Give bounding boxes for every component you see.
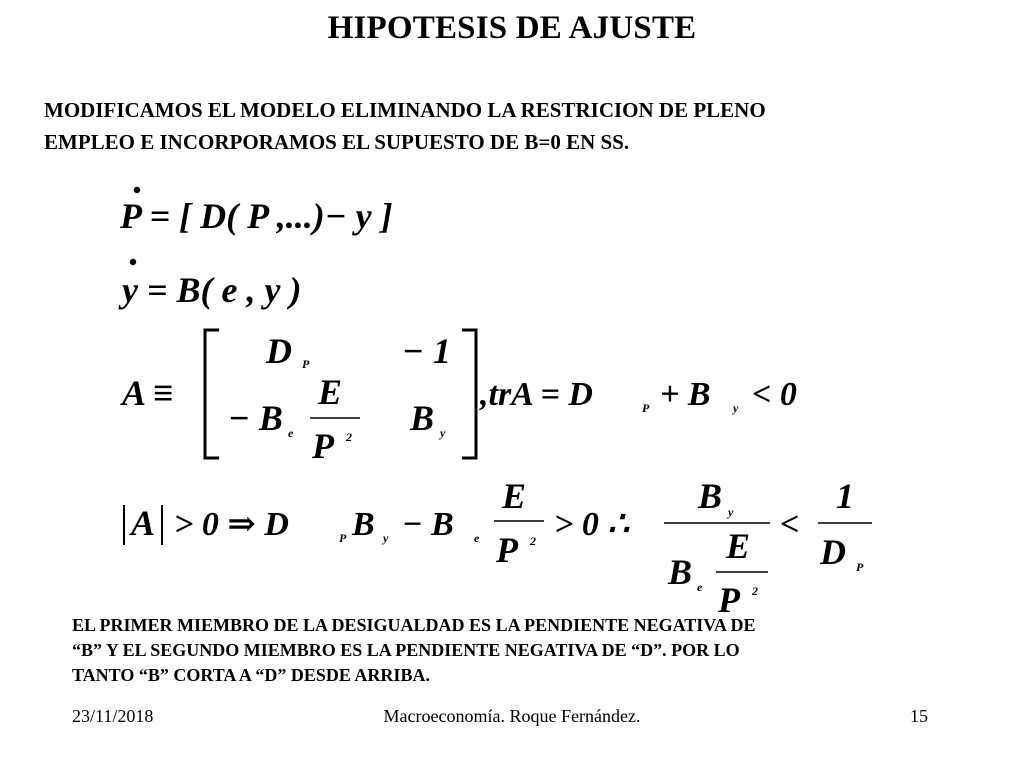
matrix-entry-by: B (410, 398, 435, 438)
conclusion-line: “B” Y EL SEGUNDO MIEMBRO ES LA PENDIENTE NEGATIVA DE “D”. POR LO (72, 640, 740, 660)
trace-lt-zero: < 0 (752, 376, 797, 413)
conclusion-text (72, 613, 972, 688)
fraction-denominator: P (312, 426, 334, 466)
superscript: 2 (530, 534, 536, 548)
time-derivative-dot (134, 187, 140, 193)
subscript: e (288, 426, 294, 440)
matrix-entry-be: − B (228, 398, 283, 438)
equation-determinant (124, 476, 872, 620)
fraction-denominator: P (496, 530, 518, 570)
intro-line: MODIFICAMOS EL MODELO ELIMINANDO LA RESTRICION DE PLENO (44, 98, 766, 122)
subscript: y (733, 401, 739, 415)
matrix-left-bracket (205, 330, 219, 458)
intro-line: EMPLEO E INCORPORAMOS EL SUPUESTO DE B=0 EN SS. (44, 130, 630, 154)
subscript: y (383, 531, 389, 545)
slide-title: HIPOTESIS DE AJUSTE (327, 10, 697, 46)
less-than-sign: < (780, 506, 800, 543)
fraction-numerator: E (318, 372, 343, 412)
matrix-entry-dp: D (266, 331, 292, 371)
term-b: B (352, 506, 375, 543)
matrix-right-bracket (462, 330, 476, 458)
equation-text: y = B( e , y ) (122, 270, 302, 310)
slope-b-numerator: B (698, 476, 723, 516)
determinant-gt-zero: > 0 ⇒ D (174, 506, 289, 543)
slope-d-denominator: D (820, 532, 846, 572)
slope-d-numerator: 1 (836, 476, 854, 516)
subscript: P (302, 357, 310, 371)
matrix-label: A ≡ (122, 373, 174, 413)
time-derivative-dot (130, 259, 136, 265)
subscript: P (642, 401, 650, 415)
subscript: y (728, 505, 734, 519)
term-minus-b: − B (402, 506, 454, 543)
superscript: 2 (752, 584, 758, 598)
subscript: P (339, 531, 347, 545)
subscript: y (440, 426, 446, 440)
equation-output-dynamics (118, 259, 301, 310)
conclusion-line: EL PRIMER MIEMBRO DE LA DESIGUALDAD ES LA PENDIENTE NEGATIVA DE (72, 615, 756, 635)
trace-expression: ,trA = D (480, 376, 593, 413)
determinant-a: A (131, 503, 156, 543)
equation-price-dynamics (119, 187, 393, 236)
footer-date: 23/11/2018 (72, 706, 154, 726)
conclusion-line: TANTO “B” CORTA A “D” DESDE ARRIBA. (72, 665, 430, 685)
trace-plus-b: + B (660, 376, 711, 413)
footer-author: Macroeconomía. Roque Fernández. (383, 706, 641, 726)
subscript: P (856, 560, 864, 574)
therefore-expression: > 0 ∴ (554, 506, 630, 543)
footer-page-number: 15 (910, 706, 928, 726)
subscript: e (474, 531, 480, 545)
fraction-denominator: P (718, 580, 740, 620)
superscript: 2 (346, 430, 352, 444)
fraction-numerator: E (726, 526, 751, 566)
matrix-entry-minus-one: − 1 (402, 331, 451, 371)
equation-text: P = [ D( P ,...)− y ] (120, 196, 393, 236)
equation-matrix-a (120, 330, 797, 466)
fraction-numerator: E (502, 476, 527, 516)
slope-b-denominator: B (668, 552, 693, 592)
subscript: e (697, 580, 703, 594)
